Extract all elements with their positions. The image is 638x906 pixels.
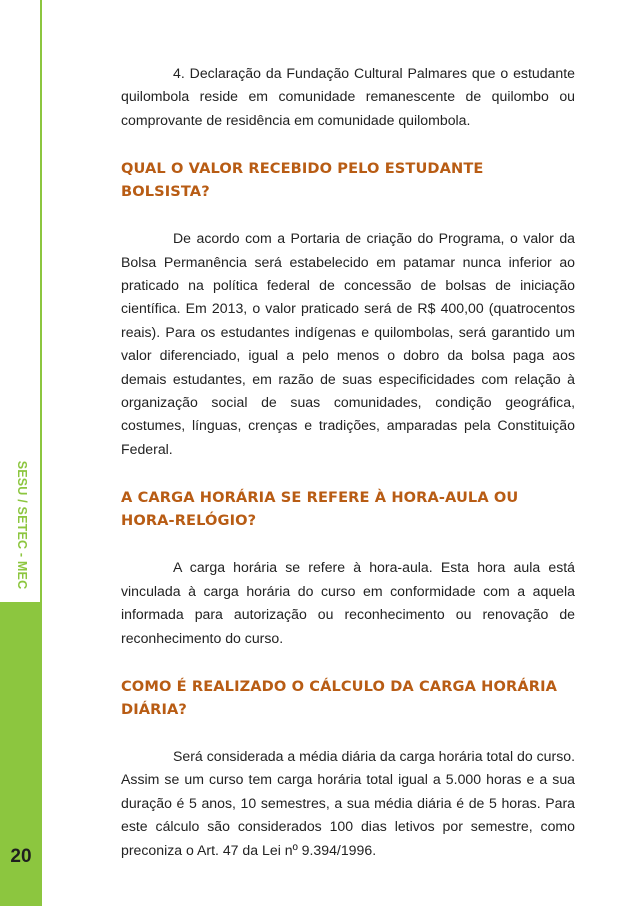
section-heading: COMO É REALIZADO O CÁLCULO DA CARGA HORÁRIA DIÁRIA?	[121, 677, 557, 718]
section-body: Será considerada a média diária da carga horária total do curso. Assim se um curso tem carga horária total igual a 5.000 horas e a sua duração é 5 anos, 10 semestres, a sua média diária é de 5 horas. Para este cálculo são considerados 100 dias letivos por semestre, como preconiza o Art. 47 da Lei nº 9.394/1996.	[121, 747, 575, 858]
section-calculo	[121, 675, 575, 862]
intro-paragraph: 4. Declaração da Fundação Cultural Palmares que o estudante quilombola reside em comunidade remanescente de quilombo ou comprovante de residência em comunidade quilombola.	[121, 65, 575, 128]
section-heading: QUAL O VALOR RECEBIDO PELO ESTUDANTE BOLSISTA?	[121, 160, 484, 201]
page-number: 20	[10, 846, 32, 867]
section-body: De acordo com a Portaria de criação do Programa, o valor da Bolsa Permanência será estabelecido em patamar nunca inferior ao praticado na política federal de concessão de bolsas de iniciação científica. Em 2013, o valor praticado será de R$ 400,00 (quatrocentos reais). Para os estudantes indígenas e quilombolas, será garantido um valor diferenciado, igual a pelo menos o dobro da bolsa paga aos demais estudantes, em razão de suas especificidades com relação à organização social de suas comunidades, condição geográfica, costumes, línguas, crenças e tradições, amparadas pela Constituição Federal.	[121, 230, 575, 457]
section-heading: A CARGA HORÁRIA SE REFERE À HORA-AULA OU HORA-RELÓGIO?	[121, 489, 519, 530]
sidebar-label: SESU / SETEC - MEC	[15, 460, 29, 590]
section-body: A carga horária se refere à hora-aula. Esta hora aula está vinculada à carga horária do curso em conformidade com a aquela informada para autorização ou reconhecimento ou renovação de reconhecimento do curso.	[121, 559, 575, 646]
page-content	[121, 62, 575, 862]
section-carga-horaria	[121, 486, 575, 650]
section-valor	[121, 157, 575, 461]
